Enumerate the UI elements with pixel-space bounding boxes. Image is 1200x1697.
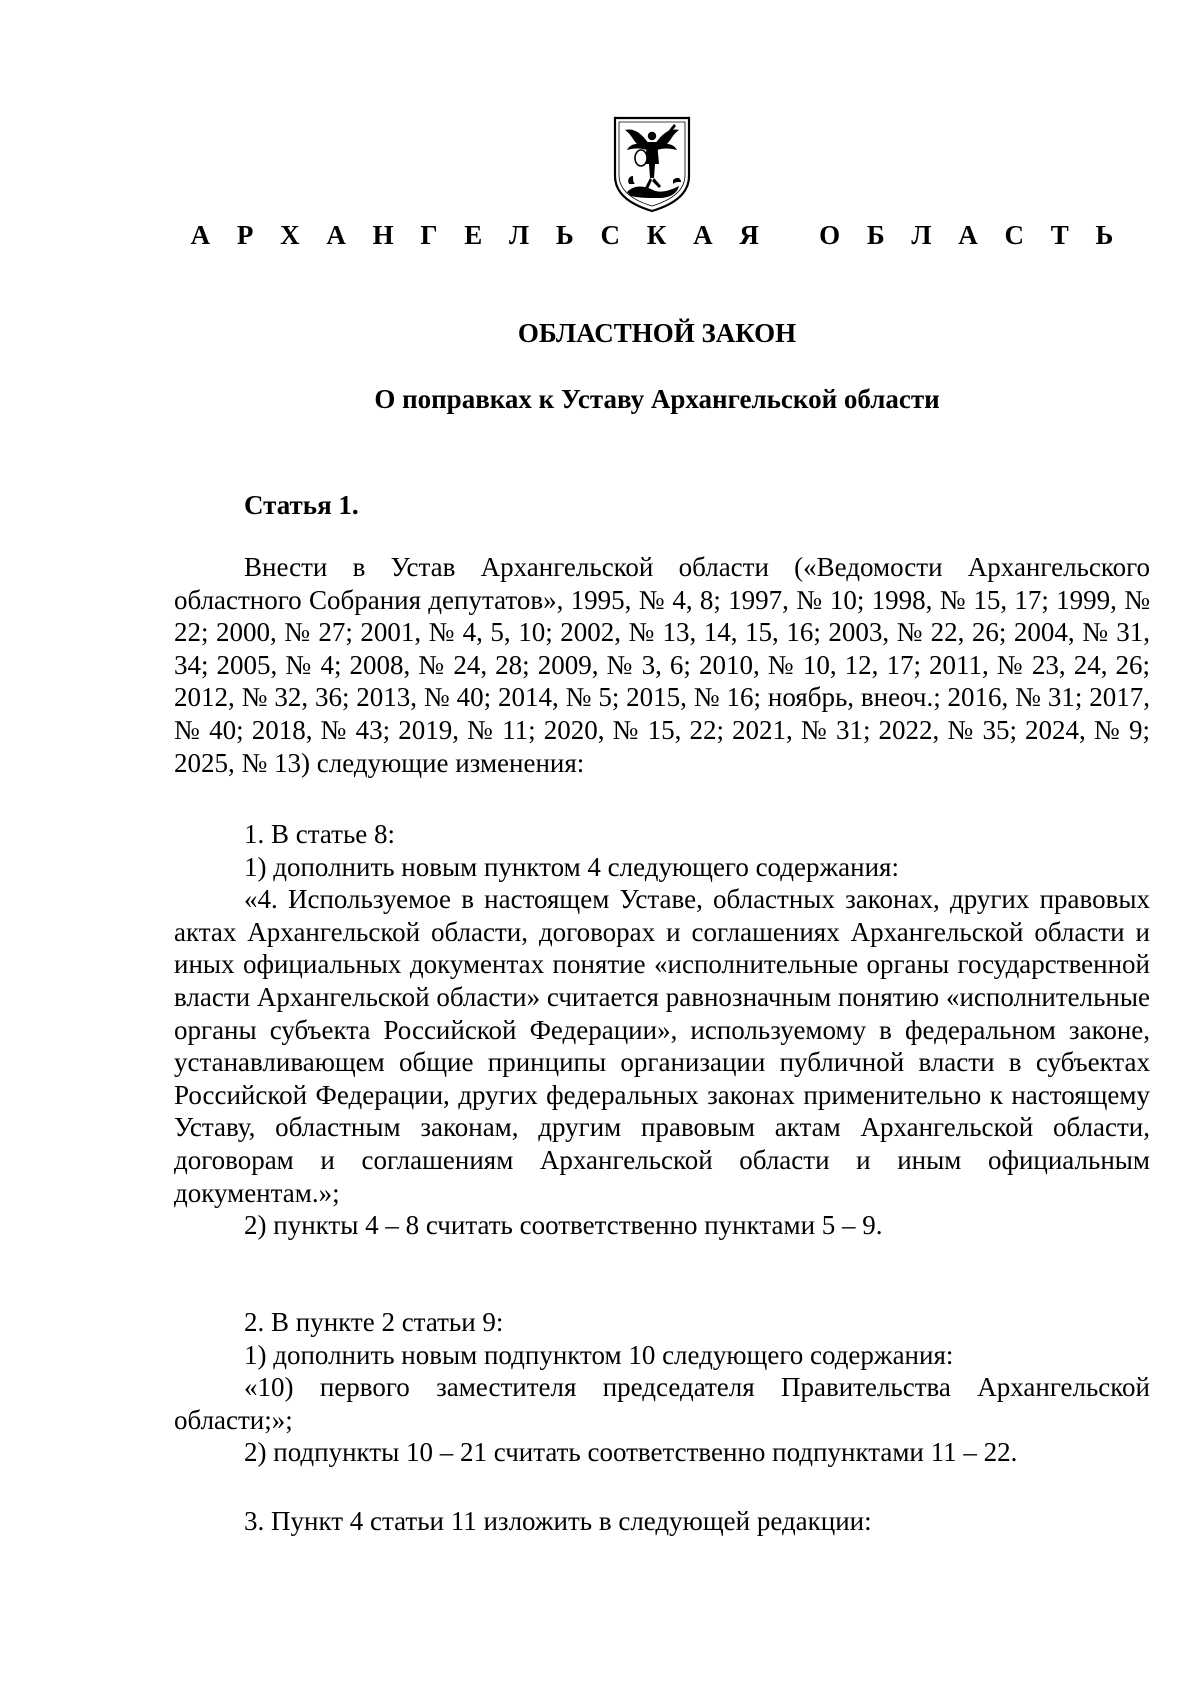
article-intro-block [174, 551, 1150, 779]
amendment-item-3 [174, 1505, 1150, 1538]
amendment-item-2 [174, 1306, 1150, 1469]
document-title: О поправках к Уставу Архангельской области [374, 384, 940, 414]
amendment-item-2-subpoint-1: 1) дополнить новым подпунктом 10 следующего содержания: [244, 1339, 954, 1370]
document-type: ОБЛАСТНОЙ ЗАКОН [517, 318, 797, 348]
amendment-item-1-subpoint-2: 2) пункты 4 – 8 считать соответственно пунктами 5 – 9. [244, 1210, 883, 1241]
amendment-item-2-subpoint-2: 2) подпункты 10 – 21 считать соответственно подпунктами 11 – 22. [244, 1437, 1018, 1468]
amendment-item-1-subpoint-1: 1) дополнить новым пунктом 4 следующего содержания: [244, 851, 899, 882]
amendment-item-3-title: 3. Пункт 4 статьи 11 изложить в следующей редакции: [244, 1506, 872, 1536]
amendment-item-2-title: 2. В пункте 2 статьи 9: [244, 1307, 504, 1337]
amendment-item-1-quoted-text: «4. Используемое в настоящем Уставе, областных законах, других правовых актах Архангельской области, договорах и соглашениях Архангельской области и иных официальных документах понятие «исполнительные органы государственной власти Архангельской области» считается равнозначным понятию «исполнительные органы субъекта Российской Федерации», используемому в федеральном законе, устанавливающем общие принципы организации публичной власти в субъектах Российской Федерации, других федеральных законах применительно к настоящему Уставу, областным законам, другим правовым актам Архангельской области, договорам и соглашениям Архангельской области и иным официальным документам.»; [174, 884, 1150, 1208]
article-intro-paragraph: Внести в Устав Архангельской области («Ведомости Архангельского областного Собрания депутатов», 1995, № 4, 8; 1997, № 10; 1998, № 15, 17; 1999, № 22; 2000, № 27; 2001, № 4, 5, 10; 2002, № 13, 14, 15, 16; 2003, № 22, 26; 2004, № 31, 34; 2005, № 4; 2008, № 24, 28; 2009, № 3, 6; 2010, № 10, 12, 17; 2011, № 23, 24, 26; 2012, № 32, 36; 2013, № 40; 2014, № 5; 2015, № 16; ноябрь, внеоч.; 2016, № 31; 2017, № 40; 2018, № 43; 2019, № 11; 2020, № 15, 22; 2021, № 31; 2022, № 35; 2024, № 9; 2025, № 13) следующие изменения: [174, 552, 1150, 778]
amendment-item-1-title: 1. В статье 8: [244, 819, 396, 849]
coat-of-arms-icon [611, 114, 693, 214]
amendment-item-2-quoted-text: «10) первого заместителя председателя Правительства Архангельской области;»; [174, 1372, 1150, 1435]
article-heading: Статья 1. [244, 490, 359, 520]
amendment-item-1 [174, 818, 1150, 1242]
region-name: А Р Х А Н Г Е Л Ь С К А Я О Б Л А С Т Ь [190, 220, 1124, 250]
